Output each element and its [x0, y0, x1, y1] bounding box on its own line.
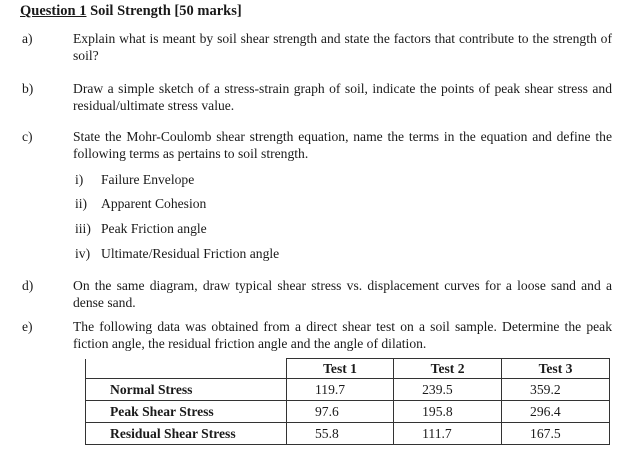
part-text: State the Mohr-Coulomb shear strength equation, name the terms in the equation and define the following terms as pertains to soil strength. — [73, 129, 612, 161]
part-letter: e) — [22, 319, 33, 334]
subitem-text: Ultimate/Residual Friction angle — [101, 246, 280, 261]
table-row — [86, 423, 610, 445]
question-part-b — [22, 80, 612, 114]
table-row — [86, 401, 610, 423]
table-header-test-2: Test 2 — [394, 359, 502, 379]
part-text: The following data was obtained from a direct shear test on a soil sample. Determine the peak fiction angle, the residual friction angle and the angle of dilation. — [73, 319, 612, 351]
subitem-numeral: i) — [75, 172, 84, 187]
part-letter: b) — [22, 81, 34, 96]
subitem-apparent-cohesion — [75, 195, 206, 212]
question-number: Question 1 — [20, 3, 87, 19]
shear-test-table — [85, 358, 610, 445]
question-part-c — [22, 128, 612, 162]
subitem-text: Peak Friction angle — [101, 221, 207, 236]
question-part-a — [22, 30, 612, 64]
table-header-test-3: Test 3 — [502, 359, 610, 379]
row-label-peak-shear-stress: Peak Shear Stress — [86, 401, 287, 423]
subitem-numeral: iv) — [75, 246, 91, 261]
row-label-residual-shear-stress: Residual Shear Stress — [86, 423, 287, 445]
question-part-d — [22, 277, 612, 311]
table-cell: 195.8 — [394, 401, 502, 423]
subitem-text: Apparent Cohesion — [101, 196, 207, 211]
table-cell: 111.7 — [394, 423, 502, 445]
table-row — [86, 379, 610, 401]
table-cell: 55.8 — [287, 423, 394, 445]
table-corner-cell — [86, 359, 287, 379]
table-cell: 296.4 — [502, 401, 610, 423]
subitem-residual-friction-angle — [75, 245, 279, 262]
question-heading — [20, 3, 242, 20]
table-cell: 97.6 — [287, 401, 394, 423]
part-letter: a) — [22, 31, 33, 46]
subitem-failure-envelope — [75, 171, 194, 188]
part-letter: c) — [22, 129, 33, 144]
question-part-e — [22, 318, 612, 352]
table-cell: 359.2 — [502, 379, 610, 401]
part-letter: d) — [22, 278, 34, 293]
table-header-test-1: Test 1 — [287, 359, 394, 379]
table-header-row — [86, 359, 610, 379]
subitem-peak-friction-angle — [75, 220, 207, 237]
table-cell: 239.5 — [394, 379, 502, 401]
part-text: Draw a simple sketch of a stress-strain graph of soil, indicate the points of peak shear stress and residual/ultimate stress value. — [73, 81, 612, 113]
question-title: Soil Strength [50 marks] — [90, 3, 242, 19]
table-cell: 167.5 — [502, 423, 610, 445]
part-text: Explain what is meant by soil shear strength and state the factors that contribute to the strength of soil? — [73, 31, 612, 63]
table-cell: 119.7 — [287, 379, 394, 401]
part-text: On the same diagram, draw typical shear stress vs. displacement curves for a loose sand and a dense sand. — [73, 278, 612, 310]
row-label-normal-stress: Normal Stress — [86, 379, 287, 401]
subitem-numeral: iii) — [75, 221, 91, 236]
subitem-text: Failure Envelope — [101, 172, 195, 187]
subitem-numeral: ii) — [75, 196, 88, 211]
